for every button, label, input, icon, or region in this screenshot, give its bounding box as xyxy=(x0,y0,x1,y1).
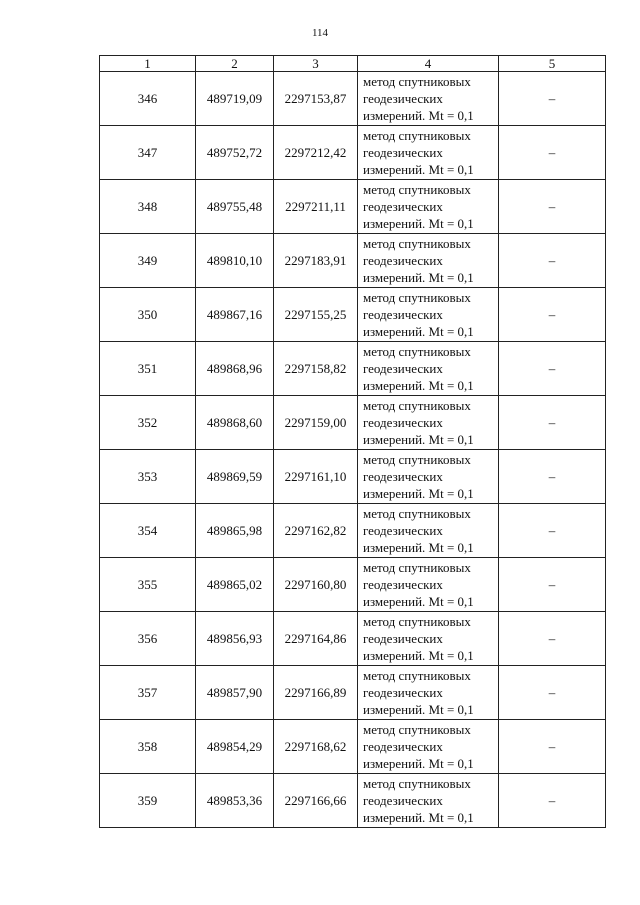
coordinates-table xyxy=(99,55,606,828)
y-coordinate-cell: 2297155,25 xyxy=(274,288,358,342)
x-coordinate-cell: 489857,90 xyxy=(196,666,274,720)
y-coordinate-cell: 2297211,11 xyxy=(274,180,358,234)
note-cell: – xyxy=(499,774,606,828)
method-text-line: метод спутниковых xyxy=(363,722,471,737)
method-text-line: геодезических xyxy=(363,307,443,322)
method-cell xyxy=(358,180,499,234)
method-text-line: геодезических xyxy=(363,469,443,484)
header-col-3: 3 xyxy=(274,56,358,72)
note-cell: – xyxy=(499,666,606,720)
method-text-line: метод спутниковых xyxy=(363,74,471,89)
method-text-line: геодезических xyxy=(363,631,443,646)
x-coordinate-cell: 489869,59 xyxy=(196,450,274,504)
table-row xyxy=(100,450,606,504)
table-row xyxy=(100,234,606,288)
note-cell: – xyxy=(499,504,606,558)
point-number-cell: 350 xyxy=(100,288,196,342)
table-row xyxy=(100,612,606,666)
method-text-line: измерений. Mt = 0,1 xyxy=(363,432,474,447)
method-cell xyxy=(358,558,499,612)
method-text-line: измерений. Mt = 0,1 xyxy=(363,810,474,825)
method-cell xyxy=(358,450,499,504)
point-number-cell: 349 xyxy=(100,234,196,288)
header-row xyxy=(100,56,606,72)
x-coordinate-cell: 489755,48 xyxy=(196,180,274,234)
y-coordinate-cell: 2297158,82 xyxy=(274,342,358,396)
table-row xyxy=(100,180,606,234)
y-coordinate-cell: 2297160,80 xyxy=(274,558,358,612)
method-text-line: геодезических xyxy=(363,253,443,268)
x-coordinate-cell: 489868,96 xyxy=(196,342,274,396)
method-text-line: измерений. Mt = 0,1 xyxy=(363,162,474,177)
method-text-line: метод спутниковых xyxy=(363,452,471,467)
note-cell: – xyxy=(499,180,606,234)
method-text-line: геодезических xyxy=(363,685,443,700)
method-text-line: геодезических xyxy=(363,577,443,592)
method-cell xyxy=(358,504,499,558)
method-cell xyxy=(358,612,499,666)
note-cell: – xyxy=(499,720,606,774)
point-number-cell: 357 xyxy=(100,666,196,720)
point-number-cell: 352 xyxy=(100,396,196,450)
table-row xyxy=(100,342,606,396)
note-cell: – xyxy=(499,342,606,396)
method-cell xyxy=(358,720,499,774)
y-coordinate-cell: 2297183,91 xyxy=(274,234,358,288)
header-col-5: 5 xyxy=(499,56,606,72)
note-cell: – xyxy=(499,288,606,342)
point-number-cell: 355 xyxy=(100,558,196,612)
note-cell: – xyxy=(499,396,606,450)
method-text-line: геодезических xyxy=(363,145,443,160)
method-text-line: геодезических xyxy=(363,91,443,106)
method-cell xyxy=(358,288,499,342)
table-row xyxy=(100,558,606,612)
point-number-cell: 353 xyxy=(100,450,196,504)
method-text-line: метод спутниковых xyxy=(363,398,471,413)
method-cell xyxy=(358,126,499,180)
point-number-cell: 354 xyxy=(100,504,196,558)
table-body xyxy=(100,72,606,828)
method-text-line: метод спутниковых xyxy=(363,236,471,251)
method-text-line: измерений. Mt = 0,1 xyxy=(363,540,474,555)
y-coordinate-cell: 2297212,42 xyxy=(274,126,358,180)
page-number: 114 xyxy=(311,27,329,39)
note-cell: – xyxy=(499,612,606,666)
method-text-line: метод спутниковых xyxy=(363,182,471,197)
method-cell xyxy=(358,396,499,450)
note-cell: – xyxy=(499,234,606,288)
table-row xyxy=(100,396,606,450)
method-text-line: измерений. Mt = 0,1 xyxy=(363,648,474,663)
x-coordinate-cell: 489719,09 xyxy=(196,72,274,126)
table-row xyxy=(100,666,606,720)
header-col-1: 1 xyxy=(100,56,196,72)
table-header xyxy=(100,56,606,72)
y-coordinate-cell: 2297161,10 xyxy=(274,450,358,504)
x-coordinate-cell: 489856,93 xyxy=(196,612,274,666)
method-cell xyxy=(358,72,499,126)
method-text-line: метод спутниковых xyxy=(363,668,471,683)
note-cell: – xyxy=(499,450,606,504)
table-row xyxy=(100,720,606,774)
method-text-line: метод спутниковых xyxy=(363,776,471,791)
x-coordinate-cell: 489867,16 xyxy=(196,288,274,342)
y-coordinate-cell: 2297164,86 xyxy=(274,612,358,666)
point-number-cell: 348 xyxy=(100,180,196,234)
method-text-line: измерений. Mt = 0,1 xyxy=(363,378,474,393)
method-text-line: измерений. Mt = 0,1 xyxy=(363,324,474,339)
method-text-line: геодезических xyxy=(363,199,443,214)
point-number-cell: 356 xyxy=(100,612,196,666)
x-coordinate-cell: 489854,29 xyxy=(196,720,274,774)
method-text-line: измерений. Mt = 0,1 xyxy=(363,702,474,717)
x-coordinate-cell: 489810,10 xyxy=(196,234,274,288)
method-text-line: измерений. Mt = 0,1 xyxy=(363,756,474,771)
method-text-line: метод спутниковых xyxy=(363,344,471,359)
point-number-cell: 347 xyxy=(100,126,196,180)
y-coordinate-cell: 2297162,82 xyxy=(274,504,358,558)
method-text-line: геодезических xyxy=(363,523,443,538)
method-cell xyxy=(358,342,499,396)
table-row xyxy=(100,774,606,828)
table-row xyxy=(100,504,606,558)
method-text-line: геодезических xyxy=(363,415,443,430)
note-cell: – xyxy=(499,558,606,612)
point-number-cell: 358 xyxy=(100,720,196,774)
method-text-line: метод спутниковых xyxy=(363,560,471,575)
method-text-line: метод спутниковых xyxy=(363,614,471,629)
x-coordinate-cell: 489853,36 xyxy=(196,774,274,828)
point-number-cell: 351 xyxy=(100,342,196,396)
table-row xyxy=(100,126,606,180)
y-coordinate-cell: 2297166,66 xyxy=(274,774,358,828)
point-number-cell: 346 xyxy=(100,72,196,126)
method-text-line: измерений. Mt = 0,1 xyxy=(363,216,474,231)
x-coordinate-cell: 489868,60 xyxy=(196,396,274,450)
method-cell xyxy=(358,234,499,288)
method-text-line: измерений. Mt = 0,1 xyxy=(363,486,474,501)
y-coordinate-cell: 2297168,62 xyxy=(274,720,358,774)
x-coordinate-cell: 489865,98 xyxy=(196,504,274,558)
y-coordinate-cell: 2297166,89 xyxy=(274,666,358,720)
table-row xyxy=(100,288,606,342)
method-cell xyxy=(358,666,499,720)
note-cell: – xyxy=(499,72,606,126)
method-text-line: геодезических xyxy=(363,739,443,754)
method-text-line: метод спутниковых xyxy=(363,506,471,521)
method-cell xyxy=(358,774,499,828)
point-number-cell: 359 xyxy=(100,774,196,828)
x-coordinate-cell: 489865,02 xyxy=(196,558,274,612)
method-text-line: метод спутниковых xyxy=(363,290,471,305)
note-cell: – xyxy=(499,126,606,180)
method-text-line: метод спутниковых xyxy=(363,128,471,143)
table-row xyxy=(100,72,606,126)
method-text-line: измерений. Mt = 0,1 xyxy=(363,270,474,285)
method-text-line: геодезических xyxy=(363,361,443,376)
method-text-line: измерений. Mt = 0,1 xyxy=(363,108,474,123)
header-col-2: 2 xyxy=(196,56,274,72)
method-text-line: измерений. Mt = 0,1 xyxy=(363,594,474,609)
header-col-4: 4 xyxy=(358,56,499,72)
y-coordinate-cell: 2297153,87 xyxy=(274,72,358,126)
y-coordinate-cell: 2297159,00 xyxy=(274,396,358,450)
method-text-line: геодезических xyxy=(363,793,443,808)
x-coordinate-cell: 489752,72 xyxy=(196,126,274,180)
